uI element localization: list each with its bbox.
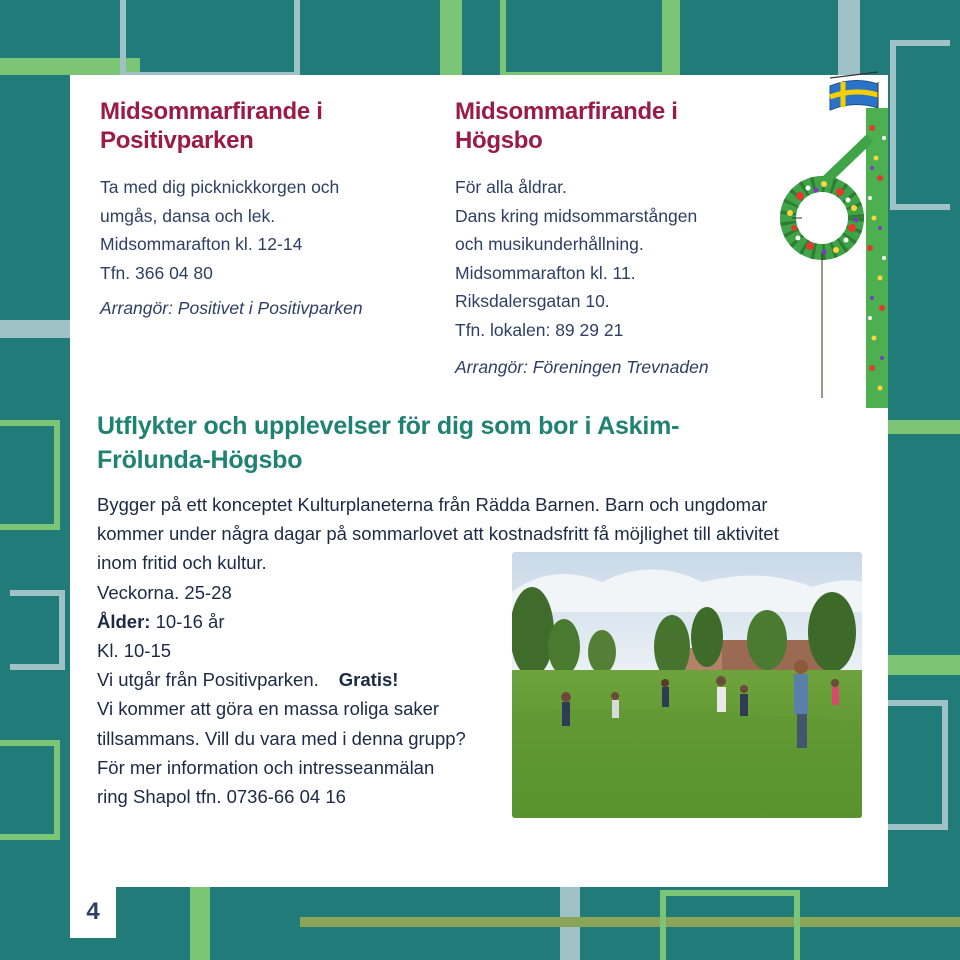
bg-frame-4	[10, 590, 65, 670]
excursion-line: För mer information och intresseanmälan	[97, 756, 435, 778]
bg-frame-3	[890, 40, 950, 210]
bg-frame-2	[500, 0, 670, 78]
age-value: 10-16 år	[150, 610, 225, 632]
swedish-flag-icon	[830, 72, 878, 110]
bg-stripe-green-1	[440, 0, 462, 78]
bg-frame-1	[120, 0, 300, 78]
excursion-time: Kl. 10-15	[97, 640, 172, 662]
left-event-line: Midsommarafton kl. 12-14	[100, 234, 303, 254]
bg-stripe-green-5	[888, 420, 960, 434]
maypole-illustration	[780, 68, 888, 408]
excursion-line: Bygger på ett konceptet Kulturplaneterna från Rädda Barnen. Barn och ungdomar	[97, 494, 768, 515]
bg-frame-8	[0, 740, 60, 840]
bg-frame-7	[660, 890, 800, 960]
left-event-line: Ta med dig picknickkorgen och	[100, 177, 340, 197]
right-event-details	[455, 173, 697, 344]
right-event-line: Midsommarafton kl. 11.	[455, 262, 636, 283]
bg-stripe-blue-1	[838, 0, 860, 78]
departure-text: Vi utgår från Positivparken.	[97, 669, 319, 691]
right-event-title: Midsommarfirande i Högsbo	[455, 98, 678, 154]
right-event-line: och musikunderhållning.	[455, 234, 644, 254]
excursion-line: tillsammans. Vill du vara med i denna grupp?	[97, 727, 466, 749]
page-number-box	[70, 886, 116, 938]
children-playing-photo	[512, 552, 862, 818]
right-event-line: Riksdalersgatan 10.	[455, 291, 610, 311]
left-event-line: Tfn. 366 04 80	[100, 262, 213, 283]
right-event-line: För alla åldrar.	[455, 177, 567, 197]
left-event-organizer: Arrangör: Positivet i Positivparken	[100, 298, 363, 318]
free-badge: Gratis!	[338, 669, 399, 691]
left-event-title: Midsommarfirande i Positivparken	[100, 98, 323, 154]
bg-stripe-blue-2	[0, 320, 70, 338]
bg-frame-5	[888, 700, 948, 830]
right-event-line: Dans kring midsommarstången	[455, 205, 698, 226]
left-event-line: umgås, dansa och lek.	[100, 205, 276, 226]
excursion-line: kommer under några dagar på sommarlovet att kostnadsfritt få möjlighet till aktivitet	[97, 523, 779, 545]
excursion-line: Veckorna. 25-28	[97, 581, 232, 603]
excursion-line: ring Shapol tfn. 0736-66 04 16	[97, 786, 346, 808]
excursion-title: Utflykter och upplevelser för dig som bor i Askim-Frölunda-Högsbo	[97, 412, 680, 474]
bg-stripe-green-6	[888, 655, 960, 675]
age-label: Ålder:	[97, 610, 151, 632]
right-event-line: Tfn. lokalen: 89 29 21	[455, 319, 624, 340]
bg-stripe-green-3	[0, 58, 140, 75]
bg-frame-6	[0, 420, 60, 530]
excursion-line: inom fritid och kultur.	[97, 552, 267, 574]
left-event-details	[100, 173, 339, 287]
excursion-line: Vi kommer att göra en massa roliga saker	[97, 698, 440, 720]
bg-stripe-olive-1	[300, 917, 960, 927]
right-event-organizer: Arrangör: Föreningen Trevnaden	[455, 357, 709, 377]
page-number: 4	[86, 898, 100, 925]
bg-stripe-green-4	[190, 887, 210, 960]
